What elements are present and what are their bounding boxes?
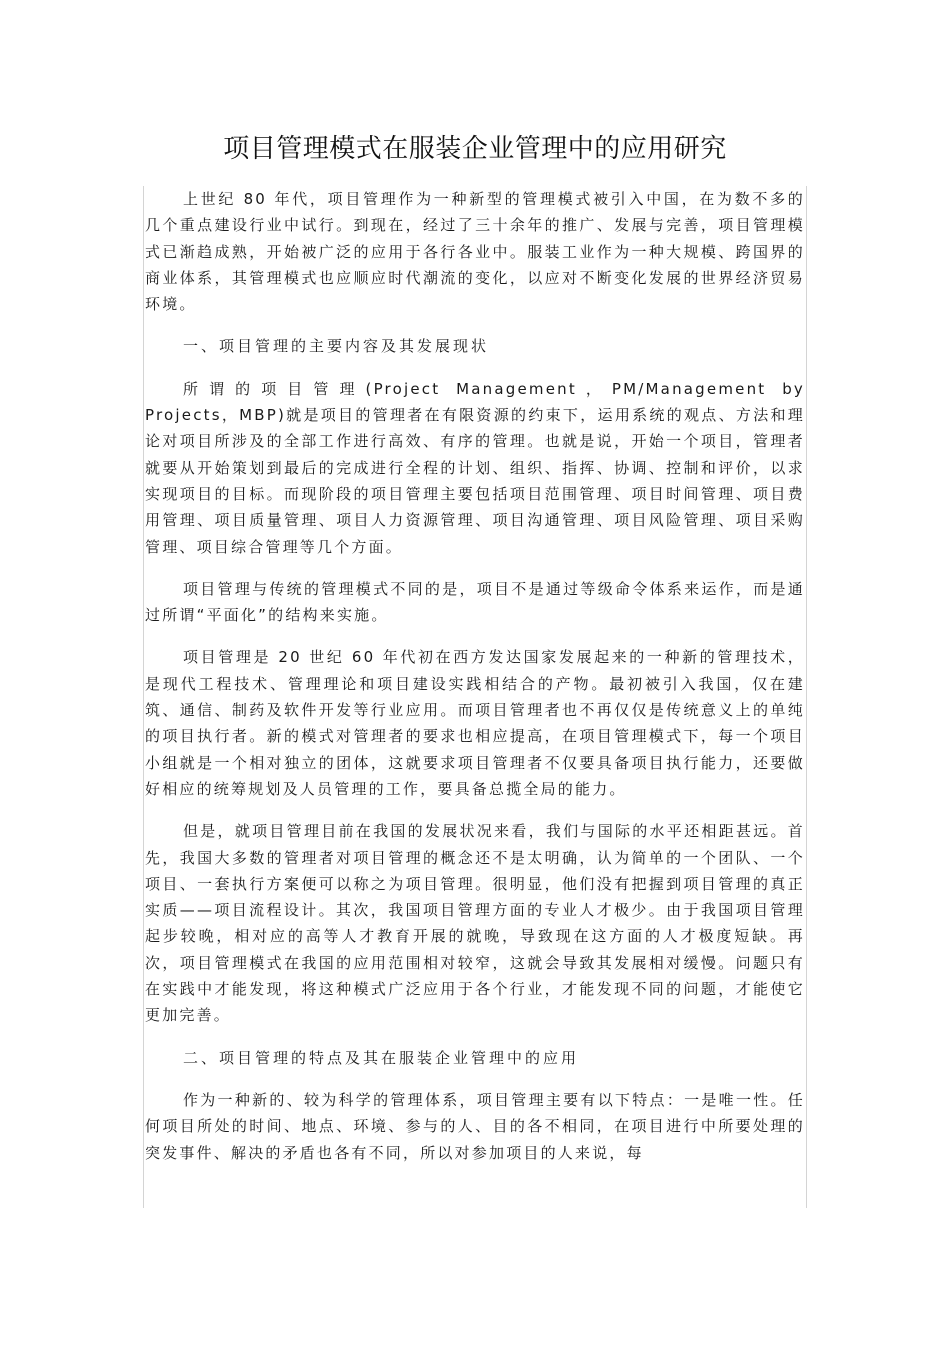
paragraph-definition: 所谓的项目管理(Project Management，PM/Management by Projects，MBP)就是项目的管理者在有限资源的约束下，运用系统的观点、方法和理论对项目所涉及的全部工作进行高效、有序的管理。也就是说，开始一个项目，管理者就要从开始策划到最后的完成进行全程的计划、组织、指挥、协调、控制和评价，以求实现项目的目标。而现阶段的项目管理主要包括项目范围管理、项目时间管理、项目费用管理、项目质量管理、项目人力资源管理、项目沟通管理、项目风险管理、项目采购管理、项目综合管理等几个方面。	[145, 379, 805, 556]
section-heading-1: 一、项目管理的主要内容及其发展现状	[183, 337, 490, 356]
document-text-frame	[143, 186, 807, 1208]
paragraph-difference: 项目管理与传统的管理模式不同的是，项目不是通过等级命令体系来运作，而是通过所谓“平面化”的结构来实施。	[145, 579, 805, 625]
paragraph-history: 项目管理是 20 世纪 60 年代初在西方发达国家发展起来的一种新的管理技术，是现代工程技术、管理理论和项目建设实践相结合的产物。最初被引入我国，仅在建筑、通信、制药及软件开发等行业应用。而项目管理者也不再仅仅是传统意义上的单纯的项目执行者。新的模式对管理者的要求也相应提高，在项目管理模式下，每一个项目小组就是一个相对独立的团体，这就要求项目管理者不仅要具备项目执行能力，还要做好相应的统筹规划及人员管理的工作，要具备总揽全局的能力。	[145, 648, 805, 798]
paragraph-status: 但是，就项目管理目前在我国的发展状况来看，我们与国际的水平还相距甚远。首先，我国大多数的管理者对项目管理的概念还不是太明确，认为简单的一个团队、一个项目、一套执行方案便可以称之为项目管理。很明显，他们没有把握到项目管理的真正实质——项目流程设计。其次，我国项目管理方面的专业人才极少。由于我国项目管理起步较晚，相对应的高等人才教育开展的就晚，导致现在这方面的人才极度短缺。再次，项目管理模式在我国的应用范围相对较窄，这就会导致其发展相对缓慢。问题只有在实践中才能发现，将这种模式广泛应用于各个行业，才能发现不同的问题，才能使它更加完善。	[145, 822, 805, 1025]
paragraph-features: 作为一种新的、较为科学的管理体系，项目管理主要有以下特点：一是唯一性。任何项目所处的时间、地点、环境、参与的人、目的各不相同，在项目进行中所要处理的突发事件、解决的矛盾也各有不同，所以对参加项目的人来说，每	[145, 1090, 805, 1162]
document-title: 项目管理模式在服装企业管理中的应用研究	[223, 134, 727, 164]
document-body	[145, 186, 805, 1182]
paragraph-intro: 上世纪 80 年代，项目管理作为一种新型的管理模式被引入中国，在为数不多的几个重点建设行业中试行。到现在，经过了三十余年的推广、发展与完善，项目管理模式已渐趋成熟，开始被广泛的应用于各行各业中。服装工业作为一种大规模、跨国界的商业体系，其管理模式也应顺应时代潮流的变化，以应对不断变化发展的世界经济贸易环境。	[145, 190, 805, 314]
section-heading-2: 二、项目管理的特点及其在服装企业管理中的应用	[183, 1048, 580, 1067]
